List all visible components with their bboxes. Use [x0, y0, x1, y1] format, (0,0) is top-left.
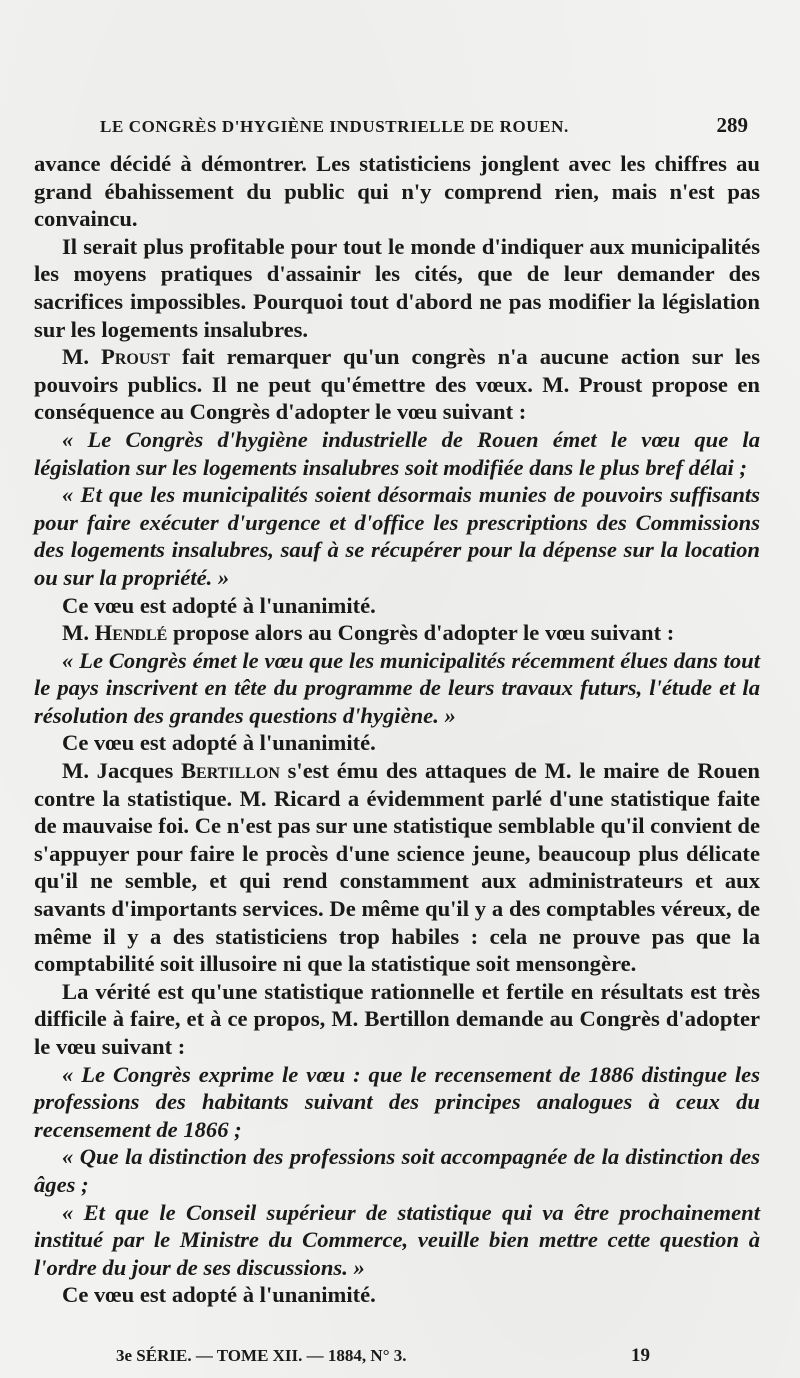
- paragraph-9: Ce vœu est adopté à l'unanimité.: [62, 1282, 376, 1308]
- resolution-quote-3: « Le Congrès émet le vœu que les municipalités récemment élues dans tout le pays inscrivent en tête du programme de leurs travaux futurs, l'étude et la résolution des grandes questions d'hygiène. »: [34, 647, 760, 728]
- speaker-prefix: M.: [62, 620, 95, 646]
- resolution-quote-1: « Le Congrès d'hygiène industrielle de Rouen émet le vœu que la législation sur les logements insalubres soit modifiée dans le plus bref délai ;: [34, 426, 760, 480]
- speaker-prefix: M.: [62, 344, 102, 370]
- resolution-quote-2: « Et que les municipalités soient désormais munies de pouvoirs suffisants pour faire exécuter d'urgence et d'office les prescriptions des Commissions des logements insalubres, sauf à se récupérer pour la dépense sur la location ou sur la propriété. »: [34, 482, 760, 590]
- running-header: [100, 113, 748, 143]
- paragraph-4: Ce vœu est adopté à l'unanimité.: [62, 592, 376, 618]
- speaker-name-proust: Proust: [101, 344, 170, 370]
- speaker-name-bertillon: Bertillon: [180, 758, 280, 784]
- page-number: 289: [716, 113, 748, 137]
- paragraph-5-text: propose alors au Congrès d'adopter le vœu suivant :: [167, 620, 675, 646]
- paragraph-1: avance décidé à démontrer. Les statisticiens jonglent avec les chiffres au grand ébahissement du public qui n'y comprend rien, mais n'est pas convaincu.: [34, 151, 760, 232]
- paragraph-7-text: s'est ému des attaques de M. le maire de Rouen contre la statistique. M. Ricard a évidemment parlé d'une statistique faite de mauvaise foi. Ce n'est pas sur une statistique semblable qu'il convient de s'appuyer pour faire le procès d'une science jeune, beaucoup plus délicate qu'il ne semble, et qui rend constamment aux administrateurs et aux savants d'importants services. De même qu'il y a des comptables véreux, de même il y a des statisticiens trop habiles : cela ne prouve pas que la comptabilité soit illusoire ni que la statistique soit mensongère.: [34, 758, 760, 977]
- resolution-quote-4: « Le Congrès exprime le vœu : que le recensement de 1886 distingue les professions des habitants suivant des principes analogues à ceux du recensement de 1866 ;: [34, 1061, 760, 1142]
- paragraph-6: Ce vœu est adopté à l'unanimité.: [62, 730, 376, 756]
- resolution-quote-5: « Que la distinction des professions soit accompagnée de la distinction des âges ;: [34, 1144, 760, 1197]
- paragraph-3: [34, 343, 760, 426]
- body-text: [34, 150, 760, 1309]
- speaker-name-hendle: Hendlé: [94, 620, 168, 646]
- resolution-quote-6: « Et que le Conseil supérieur de statistique qui va être prochainement institué par le Ministre du Commerce, veuille bien mettre cette question à l'ordre du jour de ses discussions. »: [34, 1199, 760, 1280]
- series-line: 3e SÉRIE. — TOME XII. — 1884, N° 3.: [116, 1346, 407, 1365]
- running-title: LE CONGRÈS D'HYGIÈNE INDUSTRIELLE DE ROUEN.: [100, 117, 569, 136]
- signature-mark: 19: [631, 1345, 650, 1366]
- paragraph-8: La vérité est qu'une statistique rationnelle et fertile en résultats est très difficile à faire, et à ce propos, M. Bertillon demande au Congrès d'adopter le vœu suivant :: [34, 978, 760, 1059]
- page-footer: [116, 1345, 650, 1367]
- paragraph-5: [34, 619, 760, 647]
- paragraph-3-text: fait remarquer qu'un congrès n'a aucune action sur les pouvoirs publics. Il ne peut qu'émettre des vœux. M. Proust propose en conséquence au Congrès d'adopter le vœu suivant :: [34, 344, 761, 425]
- paragraph-2: Il serait plus profitable pour tout le monde d'indiquer aux municipalités les moyens pratiques d'assainir les cités, que de leur demander des sacrifices impossibles. Pourquoi tout d'abord ne pas modifier la législation sur les logements insalubres.: [34, 233, 760, 342]
- paragraph-7: [34, 757, 760, 978]
- speaker-prefix: M. Jacques: [62, 758, 181, 784]
